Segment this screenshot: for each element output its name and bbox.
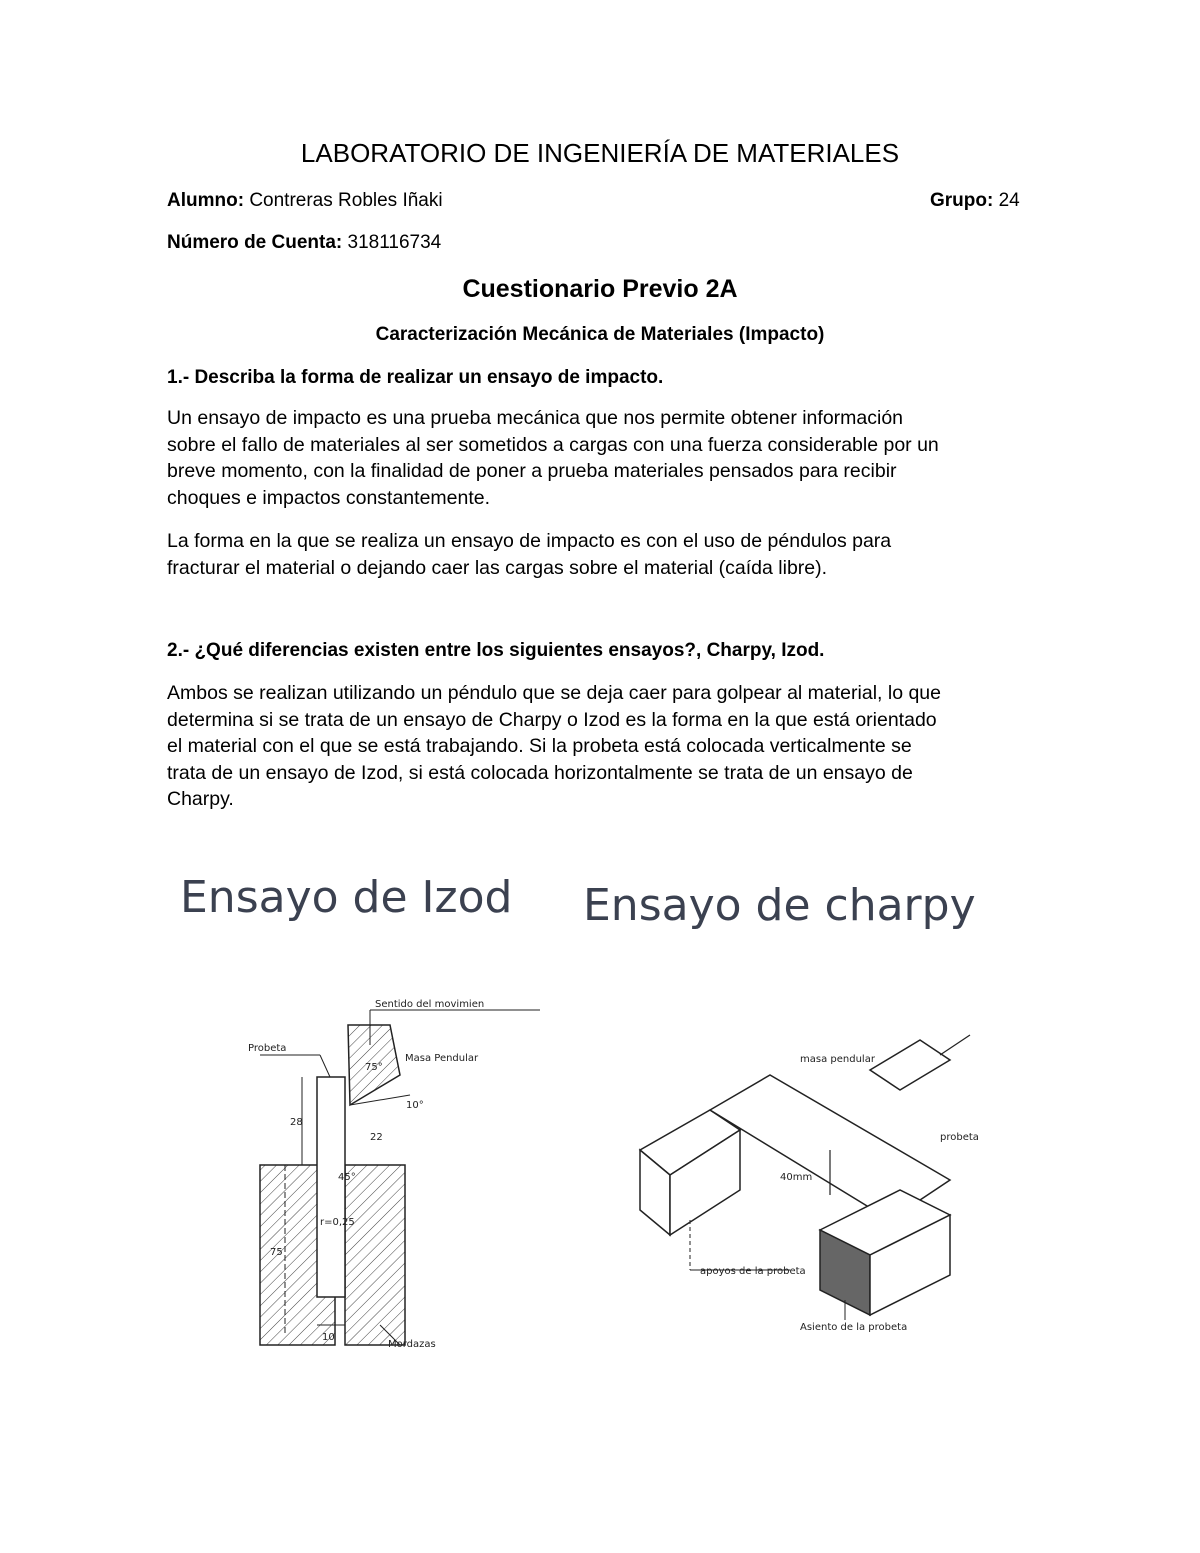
text-line: Charpy. <box>167 788 234 810</box>
pendulum-arm <box>940 1035 970 1055</box>
text-line: sobre el fallo de materiales al ser sometidos a cargas con una fuerza considerable por un <box>167 433 939 456</box>
label-angle45: 45° <box>338 1172 356 1183</box>
label-angle10: 10° <box>406 1100 424 1111</box>
text-line: fracturar el material o dejando caer las cargas sobre el material (caída libre). <box>167 556 828 579</box>
label-dim75: 75 <box>270 1247 283 1258</box>
account-line <box>167 232 441 254</box>
charpy-diagram <box>620 1030 990 1340</box>
text-line: breve momento, con la finalidad de poner a prueba materiales pensados para recibir <box>167 460 897 482</box>
label-probeta: Probeta <box>248 1043 287 1054</box>
label-probeta: probeta <box>940 1132 979 1143</box>
label-dim28: 28 <box>290 1117 303 1128</box>
answer-1-paragraph-1 <box>167 405 1047 511</box>
answer-2-paragraph-1 <box>167 680 1047 813</box>
label-masa: masa pendular <box>800 1054 875 1065</box>
label-apoyos: apoyos de la probeta <box>700 1266 806 1277</box>
question-1: 1.- Describa la forma de realizar un ensayo de impacto. <box>167 367 664 388</box>
group-line <box>930 190 1020 212</box>
pendulum-striker <box>870 1040 950 1090</box>
text-line: La forma en la que se realiza un ensayo de impacto es con el uso de péndulos para <box>167 530 892 552</box>
label-masa: Masa Pendular <box>405 1053 479 1064</box>
izod-diagram <box>220 995 560 1365</box>
leader-line <box>320 1055 330 1077</box>
grupo-value: 24 <box>998 190 1020 211</box>
label-dim22: 22 <box>370 1132 383 1143</box>
question-2: 2.- ¿Qué diferencias existen entre los siguientes ensayos?, Charpy, Izod. <box>167 640 825 661</box>
text-line: trata de un ensayo de Izod, si está colocada horizontalmente se trata de un ensayo de <box>167 761 913 784</box>
label-r025: r=0,25 <box>320 1217 355 1228</box>
specimen <box>317 1077 345 1297</box>
answer-1-paragraph-2 <box>167 528 1047 581</box>
student-line <box>167 190 443 212</box>
cuenta-label: Número de Cuenta: <box>167 232 343 253</box>
text-line: determina si se trata de un ensayo de Charpy o Izod es la forma en la que está orientado <box>167 708 937 731</box>
label-asiento: Asiento de la probeta <box>800 1322 908 1333</box>
label-dist: 40mm <box>780 1172 813 1183</box>
document-title: LABORATORIO DE INGENIERÍA DE MATERIALES <box>300 138 900 168</box>
right-jaw <box>345 1165 405 1345</box>
label-mordazas: Mordazas <box>388 1339 436 1350</box>
text-line: Ambos se realizan utilizando un péndulo que se deja caer para golpear al material, lo que <box>167 682 941 704</box>
alumno-value: Contreras Robles Iñaki <box>249 190 443 211</box>
questionnaire-subtitle: Caracterización Mecánica de Materiales (Impacto) <box>375 324 825 345</box>
text-line: choques e impactos constantemente. <box>167 486 491 509</box>
questionnaire-title: Cuestionario Previo 2A <box>462 275 738 303</box>
text-line: Un ensayo de impacto es una prueba mecánica que nos permite obtener información <box>167 407 904 429</box>
label-dim10: 10 <box>322 1332 335 1343</box>
label-sentido: Sentido del movimien <box>375 999 485 1010</box>
cuenta-value: 318116734 <box>347 232 442 253</box>
izod-caption: Ensayo de Izod <box>180 872 513 923</box>
grupo-label: Grupo: <box>930 190 994 211</box>
charpy-caption: Ensayo de charpy <box>583 880 976 931</box>
alumno-label: Alumno: <box>167 190 245 211</box>
label-angle75: 75° <box>365 1062 383 1073</box>
text-line: el material con el que se está trabajando. Si la probeta está colocada verticalmente se <box>167 735 912 757</box>
